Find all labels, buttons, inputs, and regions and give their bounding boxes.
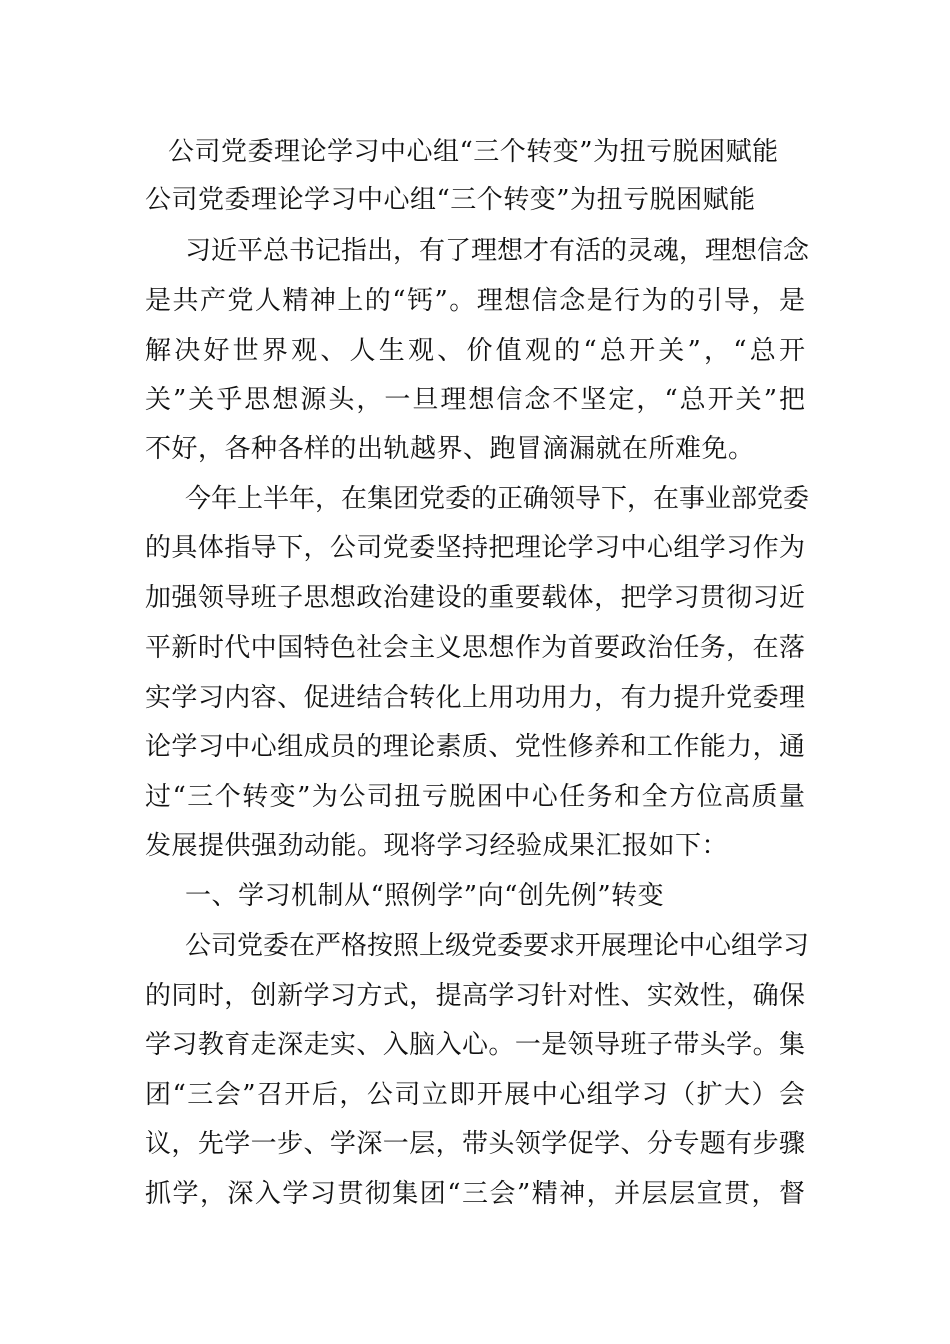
- document-title-line-1: 公司党委理论学习中心组“三个转变”为扭亏脱困赋能: [168, 137, 779, 167]
- body-line: 实学习内容、促进结合转化上用功用力，有力提升党委理: [145, 683, 805, 713]
- body-line: 加强领导班子思想政治建设的重要载体，把学习贯彻习近: [145, 583, 805, 613]
- body-line: 论学习中心组成员的理论素质、党性修养和工作能力，通: [145, 732, 805, 762]
- body-line: 议，先学一步、学深一层，带头领学促学、分专题有步骤: [145, 1129, 805, 1159]
- body-line: 公司党委在严格按照上级党委要求开展理论中心组学习: [185, 931, 810, 961]
- body-line: 发展提供强劲动能。现将学习经验成果汇报如下：: [145, 831, 729, 861]
- body-line: 不好，各种各样的出轨越界、跑冒滴漏就在所难免。: [145, 434, 755, 464]
- body-line: 学习教育走深走实、入脑入心。一是领导班子带头学。集: [145, 1030, 805, 1060]
- section-heading: 一、学习机制从“照例学”向“创先例”转变: [185, 881, 665, 911]
- body-line: 抓学，深入学习贯彻集团“三会”精神，并层层宣贯，督: [145, 1179, 805, 1209]
- body-line: 今年上半年，在集团党委的正确领导下，在事业部党委: [185, 484, 810, 514]
- body-line: 的具体指导下，公司党委坚持把理论学习中心组学习作为: [145, 533, 805, 563]
- document-title-line-2: 公司党委理论学习中心组“三个转变”为扭亏脱困赋能: [145, 185, 756, 215]
- body-line: 的同时，创新学习方式，提高学习针对性、实效性，确保: [145, 981, 805, 1011]
- body-line: 过“三个转变”为公司扭亏脱困中心任务和全方位高质量: [145, 782, 805, 812]
- body-line: 是共产党人精神上的“钙”。理想信念是行为的引导，是: [145, 286, 805, 316]
- body-line: 解决好世界观、人生观、价值观的“总开关”，“总开: [145, 336, 805, 366]
- body-line: 习近平总书记指出，有了理想才有活的灵魂，理想信念: [185, 236, 810, 266]
- body-line: 平新时代中国特色社会主义思想作为首要政治任务，在落: [145, 633, 805, 663]
- body-line: 关”关乎思想源头，一旦理想信念不坚定，“总开关”把: [145, 385, 805, 415]
- body-line: 团“三会”召开后，公司立即开展中心组学习（扩大）会: [145, 1080, 805, 1110]
